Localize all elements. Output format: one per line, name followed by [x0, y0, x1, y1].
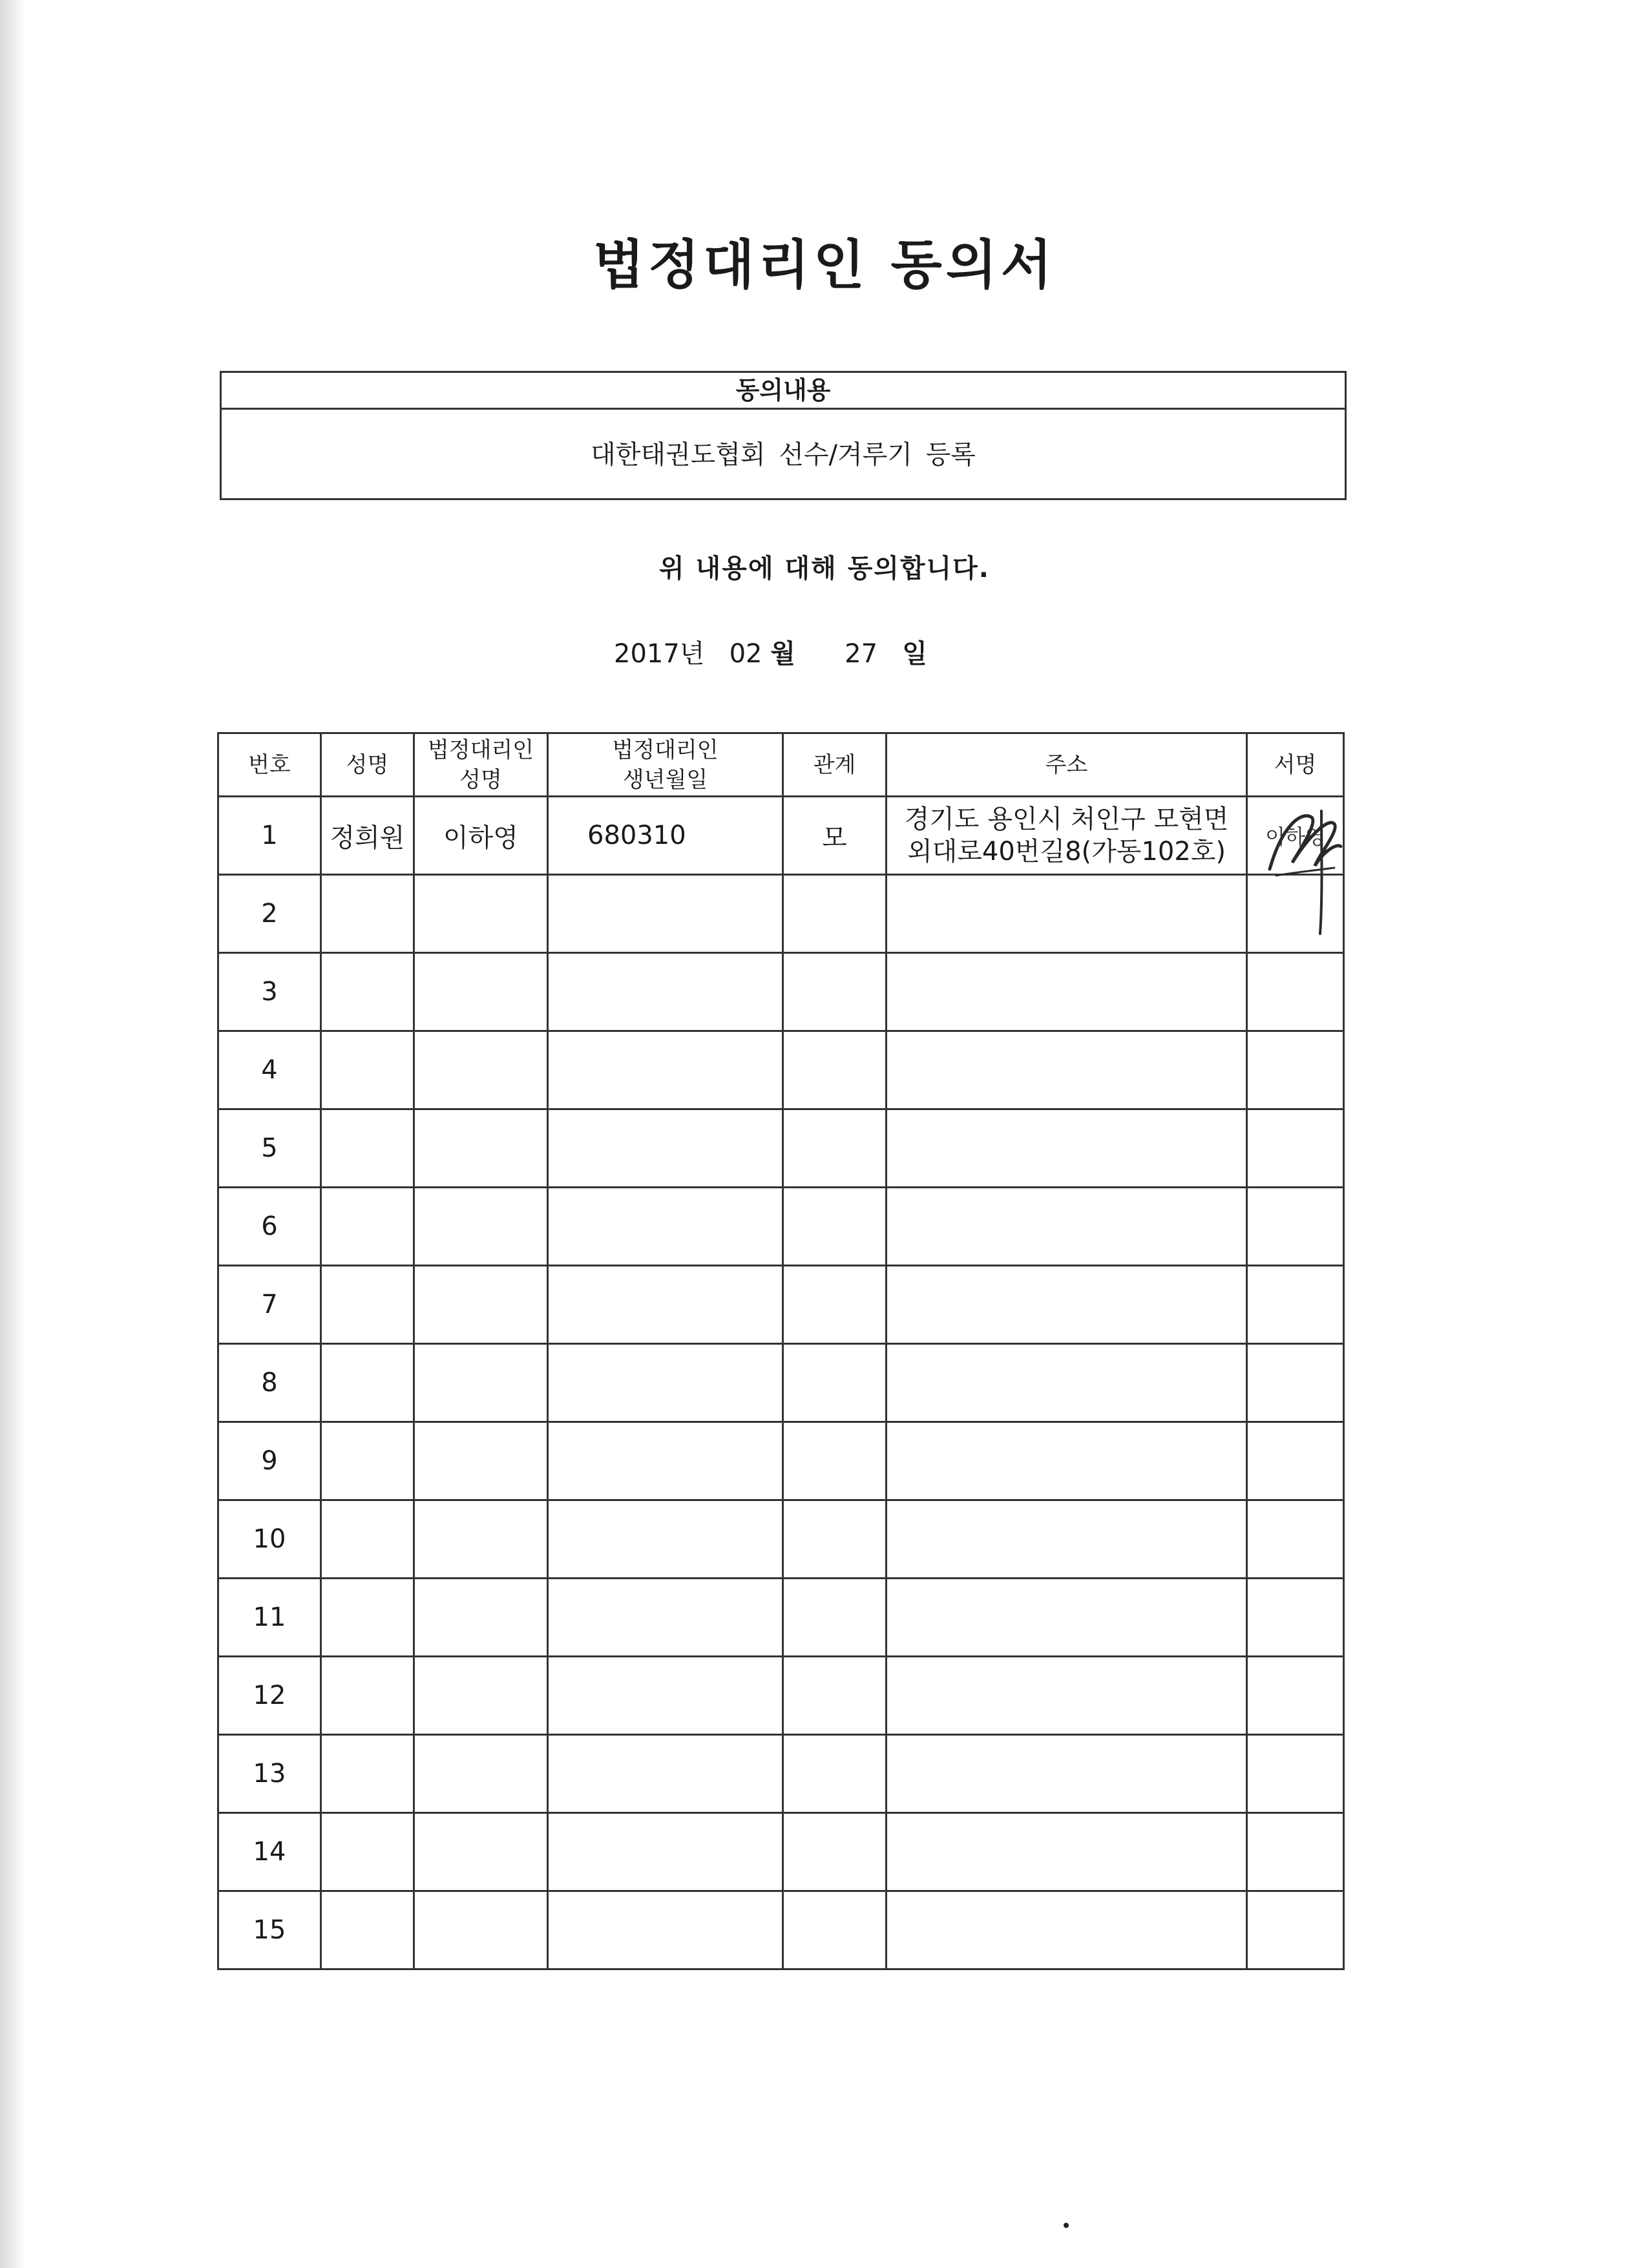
row-address	[887, 1344, 1247, 1422]
header-name: 성명	[321, 733, 414, 797]
header-guardian-name	[414, 733, 548, 797]
row-address	[887, 1188, 1247, 1266]
row-guardian-birth	[548, 1031, 783, 1109]
row-guardian-birth	[548, 1735, 783, 1813]
row-guardian-birth	[548, 1188, 783, 1266]
row-signature	[1247, 1266, 1344, 1344]
header-guardian-birth	[548, 733, 783, 797]
row-guardian-birth	[548, 1657, 783, 1735]
row-relation	[783, 1266, 887, 1344]
page-title: 법정대리인 동의서	[593, 235, 1056, 296]
consent-content: 대한태권도협회 선수/겨루기 등록	[591, 440, 976, 470]
row-address	[887, 1813, 1247, 1891]
row-number: 2	[218, 875, 321, 953]
date-day-unit: 일	[902, 639, 927, 669]
row-name	[321, 1891, 414, 1969]
row-guardian-birth	[548, 1344, 783, 1422]
table-row	[218, 1735, 1344, 1813]
row-address	[887, 797, 1247, 875]
row-number: 10	[218, 1500, 321, 1579]
consent-section	[220, 371, 1347, 500]
row-guardian-birth	[548, 953, 783, 1031]
row-name	[321, 1188, 414, 1266]
row-signature	[1247, 1891, 1344, 1969]
row-guardian-name	[414, 1266, 548, 1344]
row-signature	[1247, 1188, 1344, 1266]
row-name	[321, 1657, 414, 1735]
row-relation	[783, 875, 887, 953]
table-row	[218, 1266, 1344, 1344]
row-address	[887, 875, 1247, 953]
table-row	[218, 875, 1344, 953]
scan-edge-shadow	[0, 0, 26, 2268]
row-guardian-name	[414, 1422, 548, 1500]
row-signature-name: 이하영	[1265, 824, 1325, 849]
row-address	[887, 1500, 1247, 1579]
row-name	[321, 1109, 414, 1188]
date-month-unit: 월	[770, 639, 795, 669]
date-line	[614, 633, 927, 670]
row-guardian-birth	[548, 1500, 783, 1579]
row-signature	[1247, 797, 1344, 875]
row-signature	[1247, 1031, 1344, 1109]
row-guardian-birth	[548, 875, 783, 953]
row-relation	[783, 1500, 887, 1579]
row-relation: 모	[783, 797, 887, 875]
table-row	[218, 1344, 1344, 1422]
row-guardian-name	[414, 1657, 548, 1735]
header-address: 주소	[887, 733, 1247, 797]
row-relation	[783, 1031, 887, 1109]
row-signature	[1247, 875, 1344, 953]
row-number: 12	[218, 1657, 321, 1735]
row-relation	[783, 1735, 887, 1813]
row-number: 11	[218, 1579, 321, 1657]
row-relation	[783, 1344, 887, 1422]
row-number: 4	[218, 1031, 321, 1109]
row-guardian-birth	[548, 1891, 783, 1969]
header-guardian-birth-line1: 법정대리인	[612, 737, 719, 763]
row-number: 3	[218, 953, 321, 1031]
row-address	[887, 1031, 1247, 1109]
row-guardian-name	[414, 1813, 548, 1891]
row-address	[887, 1891, 1247, 1969]
row-signature	[1247, 1735, 1344, 1813]
table-row	[218, 1579, 1344, 1657]
row-signature	[1247, 1657, 1344, 1735]
date-year: 2017년	[614, 639, 705, 669]
row-signature	[1247, 1579, 1344, 1657]
row-relation	[783, 1657, 887, 1735]
header-guardian-birth-line2: 생년월일	[622, 766, 708, 793]
row-number: 14	[218, 1813, 321, 1891]
row-guardian-birth	[548, 1579, 783, 1657]
row-name	[321, 1344, 414, 1422]
row-guardian-birth: 680310	[548, 797, 783, 875]
row-guardian-name	[414, 1500, 548, 1579]
row-signature	[1247, 953, 1344, 1031]
row-name	[321, 1813, 414, 1891]
row-number: 5	[218, 1109, 321, 1188]
row-relation	[783, 1422, 887, 1500]
table-row	[218, 1422, 1344, 1500]
row-name	[321, 1266, 414, 1344]
agreement-statement: 위 내용에 대해 동의합니다.	[658, 554, 990, 583]
row-guardian-name	[414, 875, 548, 953]
row-address	[887, 1579, 1247, 1657]
row-name	[321, 1579, 414, 1657]
row-guardian-name	[414, 1109, 548, 1188]
table-header-row	[218, 733, 1344, 797]
row-name	[321, 1031, 414, 1109]
row-guardian-birth	[548, 1813, 783, 1891]
row-address-line1: 경기도 용인시 처인구 모현면	[904, 804, 1229, 834]
row-signature	[1247, 1500, 1344, 1579]
table-row	[218, 1500, 1344, 1579]
row-guardian-name	[414, 1891, 548, 1969]
row-address	[887, 1422, 1247, 1500]
row-address	[887, 1735, 1247, 1813]
row-number: 15	[218, 1891, 321, 1969]
row-relation	[783, 1109, 887, 1188]
consent-header: 동의내용	[222, 373, 1345, 410]
row-guardian-name	[414, 1188, 548, 1266]
row-address	[887, 1657, 1247, 1735]
row-number: 6	[218, 1188, 321, 1266]
row-guardian-birth	[548, 1266, 783, 1344]
row-guardian-name	[414, 1344, 548, 1422]
row-relation	[783, 1891, 887, 1969]
row-signature	[1247, 1813, 1344, 1891]
row-guardian-name	[414, 1031, 548, 1109]
row-name	[321, 1422, 414, 1500]
date-month: 02	[729, 639, 762, 669]
row-signature	[1247, 1344, 1344, 1422]
table-row	[218, 1031, 1344, 1109]
row-name	[321, 1500, 414, 1579]
header-number: 번호	[218, 733, 321, 797]
row-signature	[1247, 1422, 1344, 1500]
row-guardian-name: 이하영	[414, 797, 548, 875]
header-signature: 서명	[1247, 733, 1344, 797]
row-name: 정희원	[321, 797, 414, 875]
row-address-line2: 외대로40번길8(가동102호)	[907, 837, 1226, 866]
row-relation	[783, 1813, 887, 1891]
row-name	[321, 953, 414, 1031]
row-number: 13	[218, 1735, 321, 1813]
header-relation: 관계	[783, 733, 887, 797]
row-guardian-name	[414, 953, 548, 1031]
row-number: 9	[218, 1422, 321, 1500]
row-relation	[783, 953, 887, 1031]
date-day: 27	[845, 639, 878, 669]
row-number: 8	[218, 1344, 321, 1422]
table-row	[218, 1813, 1344, 1891]
row-number: 1	[218, 797, 321, 875]
table-row	[218, 1657, 1344, 1735]
row-address	[887, 1266, 1247, 1344]
table-row	[218, 797, 1344, 875]
table-row	[218, 1109, 1344, 1188]
ink-speck	[1064, 2223, 1069, 2228]
row-guardian-birth	[548, 1422, 783, 1500]
header-guardian-name-line1: 법정대리인	[427, 737, 534, 763]
row-relation	[783, 1579, 887, 1657]
table-row	[218, 1188, 1344, 1266]
row-guardian-birth	[548, 1109, 783, 1188]
header-guardian-name-line2: 성명	[459, 766, 502, 793]
row-name	[321, 1735, 414, 1813]
row-guardian-name	[414, 1735, 548, 1813]
row-guardian-name	[414, 1579, 548, 1657]
row-signature	[1247, 1109, 1344, 1188]
row-address	[887, 953, 1247, 1031]
table-row	[218, 1891, 1344, 1969]
row-name	[321, 875, 414, 953]
row-address	[887, 1109, 1247, 1188]
table-row	[218, 953, 1344, 1031]
guardian-table	[217, 732, 1345, 1970]
row-relation	[783, 1188, 887, 1266]
row-number: 7	[218, 1266, 321, 1344]
